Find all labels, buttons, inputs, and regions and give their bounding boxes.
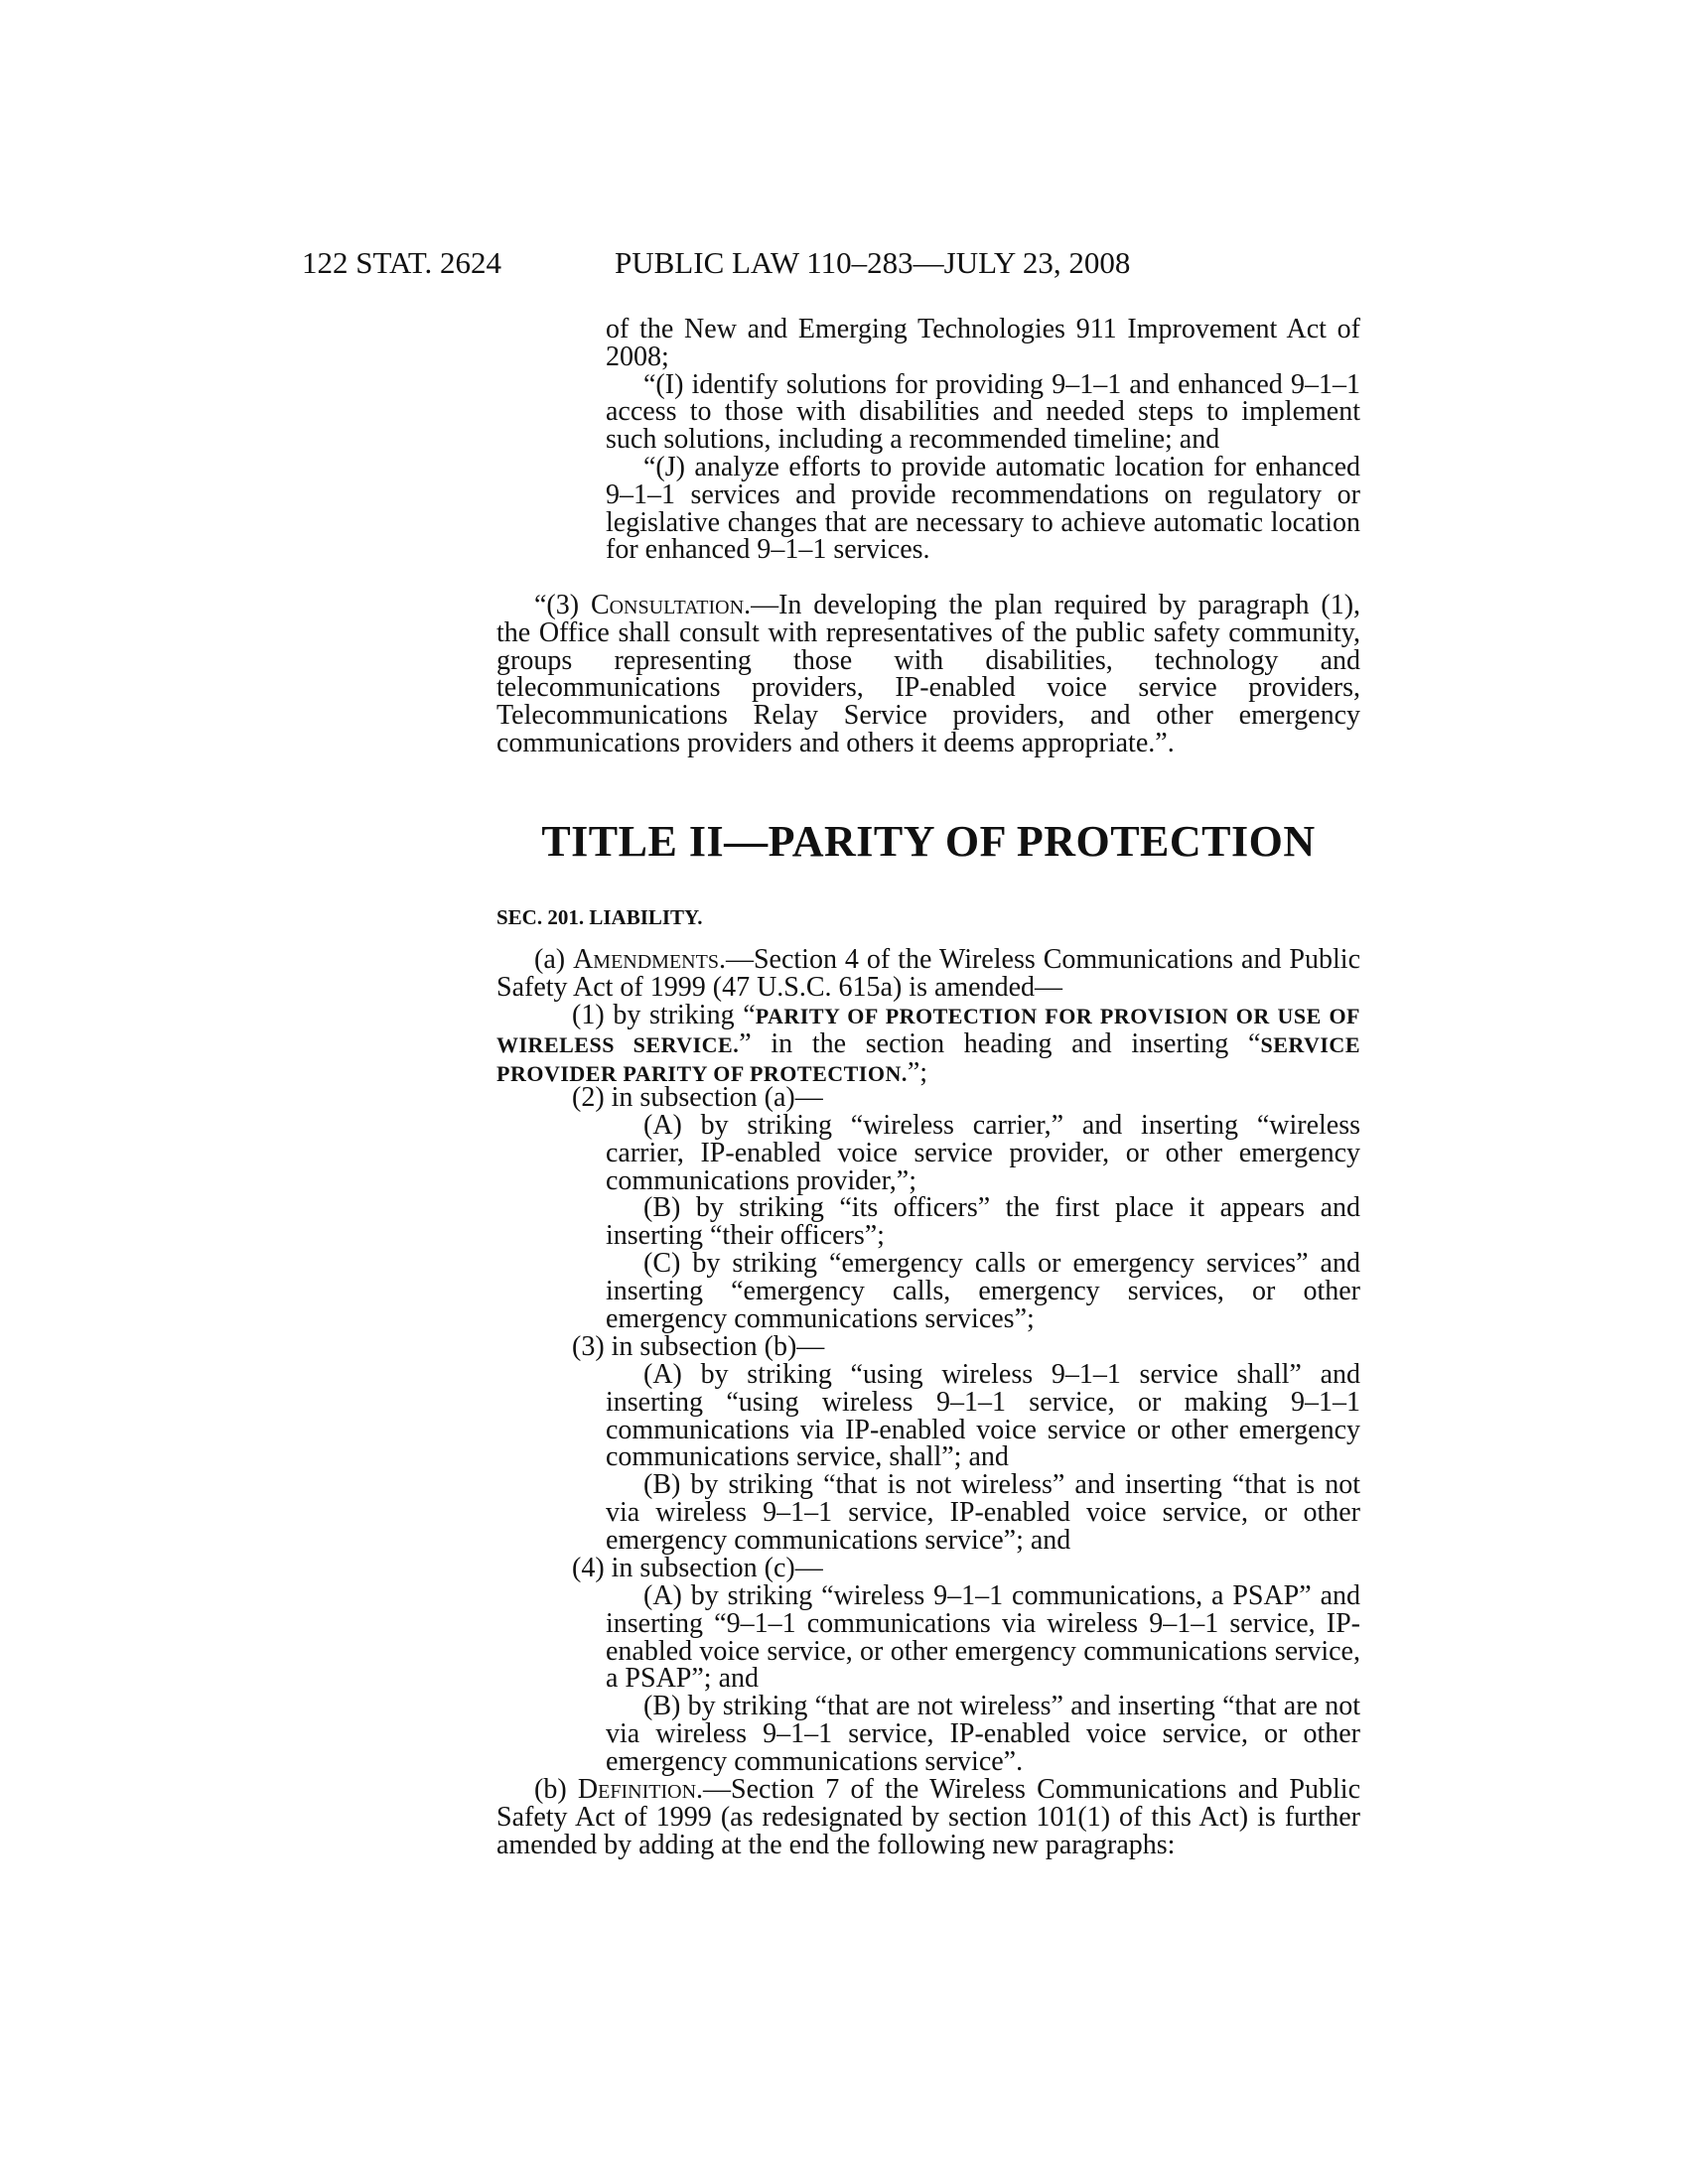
inserted-heading-text: SERVICE PROVIDER PARITY OF PROTECTION. xyxy=(496,1031,1360,1086)
paragraph-continuation: of the New and Emerging Technologies 911 Improvement Act of 2008; xyxy=(606,314,1360,372)
subparagraph-2c: (C) by striking “emergency calls or emergency services” and inserting “emergency calls, emergency services, or other emergency communications services”; xyxy=(606,1247,1360,1334)
subsection-lead: (a) xyxy=(534,944,574,975)
subparagraph-j: “(J) analyze efforts to provide automatic location for enhanced 9–1–1 services and provide recommendations on regulatory or legislative changes that are necessary to achieve automatic location for enhanced 9–1–1 services. xyxy=(606,451,1360,566)
stat-page-number: 122 STAT. 2624 xyxy=(302,245,502,280)
struck-heading-text: PARITY OF PROTECTION FOR PROVISION OR USE OF WIRELESS SERVICE. xyxy=(496,1004,1360,1057)
paragraph-1-mid: ” in the section heading and inserting “ xyxy=(739,1027,1261,1059)
paragraph-1-start: (1) by striking “ xyxy=(572,1000,756,1030)
amendment-paragraph-2 xyxy=(534,1084,1360,1112)
amendment-paragraph-1 xyxy=(496,1002,1360,1087)
paragraph-4: (4) in subsection (c)— xyxy=(572,1553,823,1583)
paragraph-2: (2) in subsection (a)— xyxy=(572,1082,823,1113)
paragraph-4-subparagraphs xyxy=(606,1582,1360,1776)
paragraph-1-end: ”; xyxy=(907,1056,928,1088)
paragraph-text: .—In developing the plan required by paragraph (1), the Office shall consult with representatives of the public safety community, groups representing those with disabilities, technology and telecommunications providers, IP-enabled voice service providers, Telecommunications Relay Service providers, and other emergency communications providers and others it deems appropriate.”. xyxy=(496,590,1361,758)
subsection-text: .—Section 7 of the Wireless Communications and Public Safety Act of 1999 (as redesignated by section 101(1) of this Act) is further amended by adding at the end the following new paragraphs: xyxy=(496,1774,1360,1860)
subparagraph-3a: (A) by striking “using wireless 9–1–1 service shall” and inserting “using wireless 9–1–1 service, or making 9–1–1 communications via IP-enabled voice service or other emergency communications service, shall”; and xyxy=(606,1359,1360,1473)
amendment-paragraph-3 xyxy=(534,1333,1360,1361)
subsection-b xyxy=(496,1776,1360,1858)
consultation-paragraph xyxy=(496,592,1360,757)
subparagraph-4a: (A) by striking “wireless 9–1–1 communications, a PSAP” and inserting “9–1–1 communications via wireless 9–1–1 service, IP-enabled voice service, or other emergency communications service, a PSAP”; and xyxy=(606,1580,1360,1695)
subparagraph-2b: (B) by striking “its officers” the first place it appears and inserting “their officers”; xyxy=(606,1192,1360,1252)
paragraph-2-subparagraphs xyxy=(606,1112,1360,1332)
paragraph-lead: “(3) xyxy=(534,590,591,620)
subsection-text: .—Section 4 of the Wireless Communications and Public Safety Act of 1999 (47 U.S.C. 615a) is amended— xyxy=(496,944,1360,1003)
subsection-caption: Definition xyxy=(577,1774,697,1805)
subparagraph-3b: (B) by striking “that is not wireless” and inserting “that is not via wireless 9–1–1 service, IP-enabled voice service, or other emergency communications service”; and xyxy=(606,1469,1360,1556)
subsection-lead: (b) xyxy=(534,1774,578,1805)
paragraph-1 xyxy=(496,1002,1360,1087)
title-heading: TITLE II—PARITY OF PROTECTION xyxy=(541,817,1316,866)
continued-section-text xyxy=(606,316,1360,564)
paragraph-caption: Consultation xyxy=(590,590,745,620)
paragraph-3-subparagraphs xyxy=(606,1361,1360,1555)
section-heading: SEC. 201. LIABILITY. xyxy=(496,905,703,929)
section-201-body-a xyxy=(496,946,1360,1002)
subparagraph-i: “(I) identify solutions for providing 9–1–1 and enhanced 9–1–1 access to those with disabilities and needed steps to implement such solutions, including a recommended timeline; and xyxy=(606,368,1360,456)
subparagraph-4b: (B) by striking “that are not wireless” and inserting “that are not via wireless 9–1–1 service, IP-enabled voice service, or other emergency communications service”. xyxy=(606,1691,1360,1777)
paragraph-3: (3) in subsection (b)— xyxy=(572,1331,825,1362)
running-head: PUBLIC LAW 110–283—JULY 23, 2008 xyxy=(615,245,1131,280)
paragraph-3-consultation xyxy=(496,592,1360,757)
subsection-a-amendments xyxy=(496,946,1360,1002)
subsection-b-definition xyxy=(496,1776,1360,1858)
subparagraph-2a: (A) by striking “wireless carrier,” and inserting “wireless carrier, IP-enabled voice service provider, or other emergency communications provider,”; xyxy=(606,1110,1360,1196)
subsection-caption: Amendments xyxy=(573,944,719,975)
amendment-paragraph-4 xyxy=(534,1555,1360,1582)
